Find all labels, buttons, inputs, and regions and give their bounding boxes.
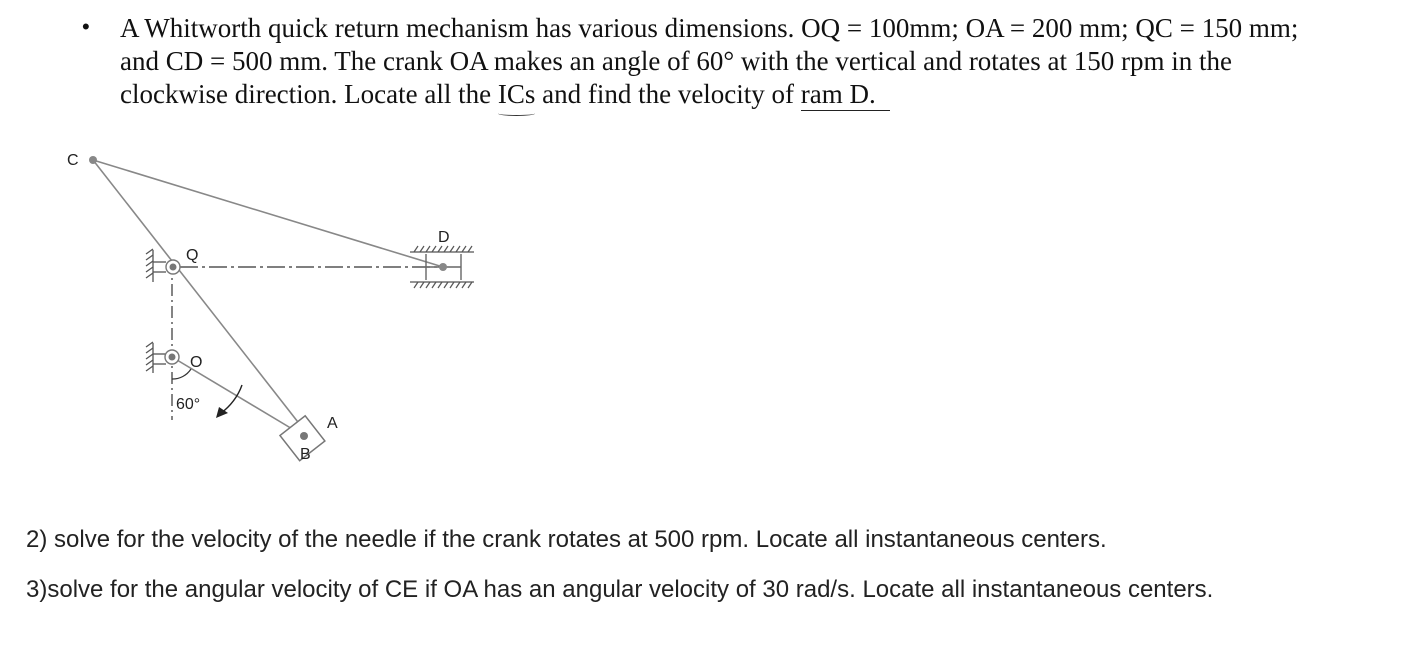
line3-part2: and find the velocity of	[535, 79, 801, 109]
ram-guide-bottom	[410, 282, 474, 288]
pin-o	[169, 354, 176, 361]
label-q: Q	[186, 247, 199, 264]
slotted-lever	[93, 160, 312, 440]
link-cd	[93, 160, 443, 267]
question-2: 2) solve for the velocity of the needle if the crank rotates at 500 rpm. Locate all instantaneous centers.	[26, 526, 1107, 553]
ram-d-underlined: ram D.	[801, 79, 890, 111]
ground-support-q	[146, 249, 166, 282]
angle-arc	[172, 369, 191, 379]
mechanism-diagram	[0, 140, 520, 480]
ground-support-o	[146, 342, 166, 373]
bullet-point: •	[82, 14, 90, 39]
pin-q	[170, 264, 177, 271]
rotation-arrow-icon	[216, 385, 242, 418]
line3-part1: clockwise direction. Locate all the	[120, 79, 498, 109]
ram-guide-top	[410, 246, 474, 252]
label-angle: 60°	[176, 396, 201, 413]
label-b: B	[300, 446, 311, 463]
ics-underlined: ICs	[497, 79, 536, 109]
problem-line-1: A Whitworth quick return mechanism has various dimensions. OQ = 100mm; OA = 200 mm; QC = 150 mm;	[120, 13, 1299, 43]
question-3: 3)solve for the angular velocity of CE if OA has an angular velocity of 30 rad/s. Locate all instantaneous centers.	[26, 576, 1214, 603]
pin-a	[300, 432, 308, 440]
problem-statement	[120, 12, 1370, 111]
label-c: C	[67, 152, 79, 169]
problem-line-2: and CD = 500 mm. The crank OA makes an angle of 60° with the vertical and rotates at 150 rpm in the	[120, 46, 1232, 76]
label-d: D	[438, 229, 450, 246]
label-a: A	[327, 415, 338, 432]
label-o: O	[190, 354, 203, 371]
pin-d	[439, 263, 447, 271]
problem-line-3	[120, 78, 1370, 111]
pin-c	[89, 156, 97, 164]
